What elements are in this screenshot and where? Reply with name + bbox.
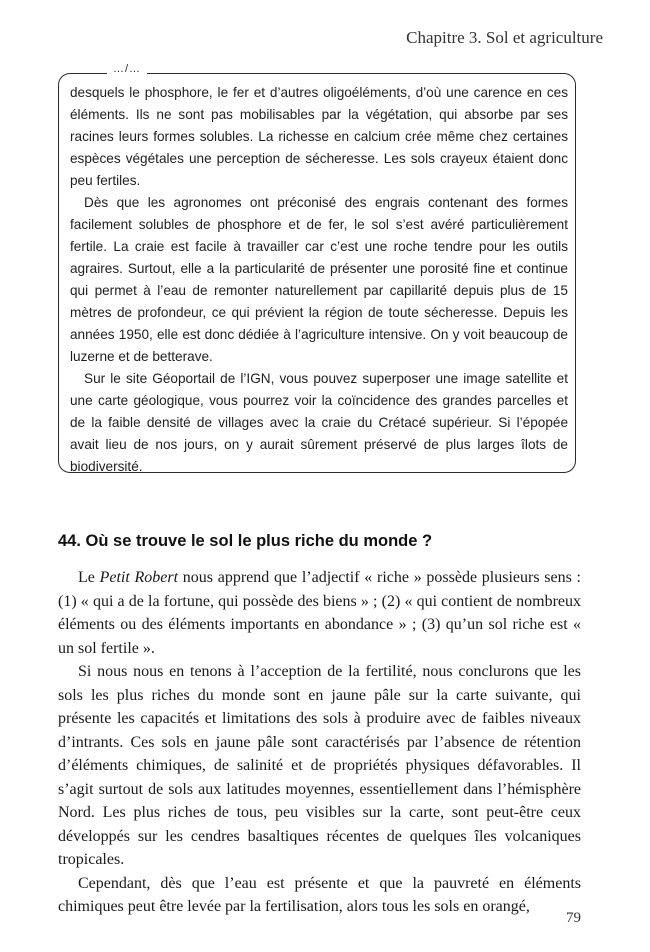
section-heading: 44. Où se trouve le sol le plus riche du monde ? (58, 532, 433, 550)
body-paragraph: Cependant, dès que l’eau est présente et que la pauvreté en éléments chimiques peut être levée par la fertilisation, alors tous les sols en orangé, (58, 874, 581, 915)
page-number: 79 (566, 910, 581, 926)
paragraph-lead: Le (78, 569, 100, 586)
book-title: Petit Robert (99, 569, 179, 586)
section-body (58, 566, 581, 919)
running-head: Chapitre 3. Sol et agriculture (406, 28, 603, 47)
body-paragraph: Si nous nous en tenons à l’acception de la fertilité, nous conclurons que les sols les plus riches du monde sont en jaune pâle sur la carte suivante, qui présente les capacités et limitations des sols à produire avec de faibles niveaux d’intrants. Ces sols en jaune pâle sont caractérisés par l’absence de rétention d’éléments chimiques, de salinité et de propriétés physiques défavorables. Il s’agit surtout de sols aux latitudes moyennes, essentiellement dans l’hémisphère Nord. Les plus riches de tous, peu visibles sur la carte, sont peut-être ceux développés sur les cendres basaltiques récentes de quelques îles volcaniques tropicales. (58, 663, 581, 868)
box-paragraph: Dès que les agronomes ont préconisé des engrais contenant des formes facilement solubles de phosphore et de fer, le sol s’est avéré particulièrement fertile. La craie est facile à travailler car c’est une roche tendre pour les outils agraires. Surtout, elle a la particularité de présenter une porosité fine et continue qui permet à l’eau de remonter naturellement par capillarité depuis plus de 15 mètres de profondeur, ce qui prévient la région de toute sécheresse. Depuis les années 1950, elle est donc dédiée à l’agriculture intensive. On y voit beaucoup de luzerne et de betterave. (70, 195, 568, 364)
sidebar-box-text (70, 82, 568, 478)
paragraph-rest: nous apprend que l’adjectif « riche » possède plusieurs sens : (1) « qui a de la fortune, qui possède des biens » ; (2) « qui contient de nombreux éléments ou des éléments importants en abondance » ; (3) qu’un sol riche est « un sol fertile ». (58, 569, 581, 657)
body-paragraph (58, 566, 581, 660)
continuation-mark: …/… (107, 63, 147, 75)
box-paragraph: Sur le site Géoportail de l’IGN, vous pouvez superposer une image satellite et une carte géologique, vous pourrez voir la coïncidence des grandes parcelles et de la faible densité de villages avec la craie du Crétacé supérieur. Si l’épopée avait lieu de nos jours, on y aurait sûrement préservé de plus larges îlots de biodiversité. (70, 371, 568, 474)
box-paragraph: desquels le phosphore, le fer et d’autres oligoéléments, d’où une carence en ces éléments. Ils ne sont pas mobilisables par la végétation, qui absorbe par ses racines leurs formes solubles. La richesse en calcium crée même chez certaines espèces végétales une perception de sécheresse. Les sols crayeux étaient donc peu fertiles. (70, 85, 568, 188)
